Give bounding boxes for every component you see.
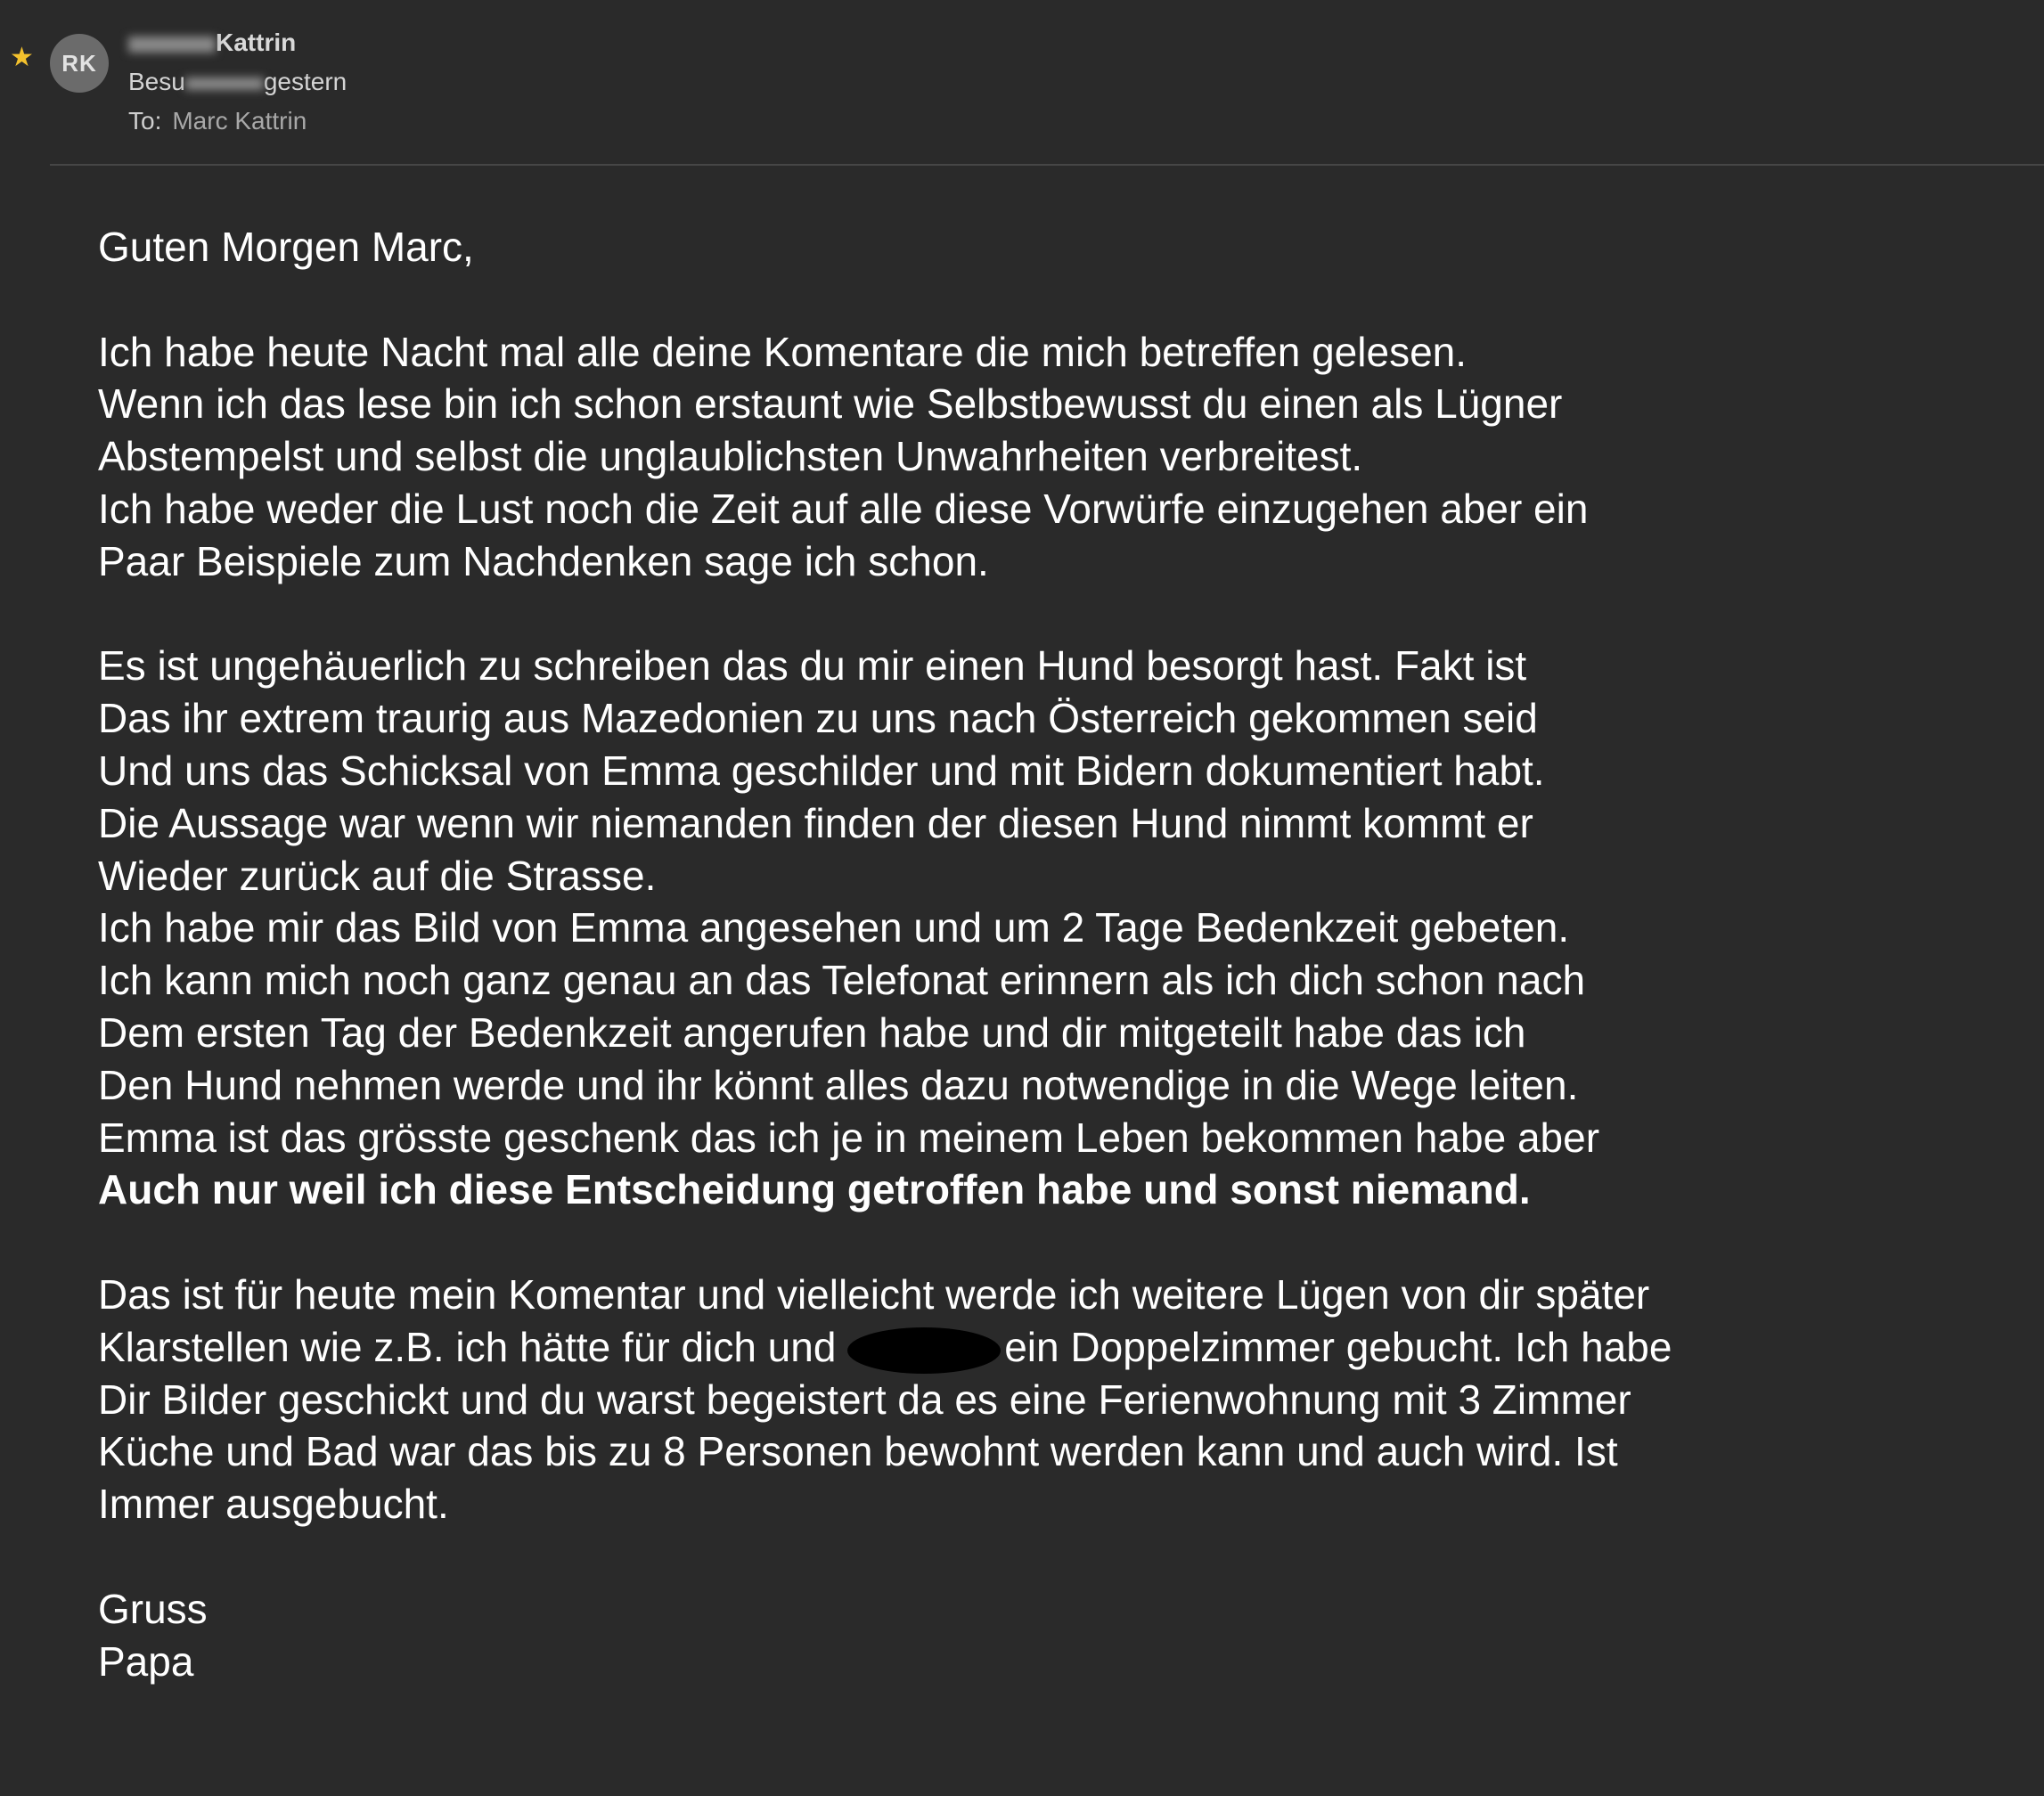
body-line: Ich habe mir das Bild von Emma angesehen und um 2 Tage Bedenkzeit gebeten.	[98, 904, 1570, 951]
body-line: Emma ist das grösste geschenk das ich je in meinem Leben bekommen habe aber	[98, 1114, 1600, 1161]
closing: Gruss	[98, 1585, 208, 1632]
email-header	[0, 0, 2044, 166]
header-divider	[50, 164, 2044, 166]
signature: Papa	[98, 1637, 194, 1685]
body-line: Dir Bilder geschickt und du warst begeistert da es eine Ferienwohnung mit 3 Zimmer	[98, 1376, 1631, 1423]
paragraph-gap	[98, 273, 1969, 326]
subject-prefix: Besu	[128, 68, 185, 95]
recipient-line	[128, 107, 307, 135]
redacted-subject-part	[185, 78, 264, 90]
sender-name[interactable]	[128, 29, 296, 57]
body-line: Ich habe weder die Lust noch die Zeit auf alle diese Vorwürfe einzugehen aber ein	[98, 485, 1589, 532]
redacted-name	[847, 1327, 1001, 1374]
paragraph-gap	[98, 1216, 1969, 1269]
recipient-name[interactable]: Marc Kattrin	[172, 107, 307, 135]
body-line: Und uns das Schicksal von Emma geschilder und mit Bidern dokumentiert habt.	[98, 747, 1545, 794]
body-line: Den Hund nehmen werde und ihr könnt alles dazu notwendige in die Wege leiten.	[98, 1061, 1579, 1108]
sender-name-text: Kattrin	[216, 29, 297, 56]
body-line: Das ihr extrem traurig aus Mazedonien zu uns nach Österreich gekommen seid	[98, 695, 1538, 742]
paragraph-gap	[98, 588, 1969, 641]
body-line: Wieder zurück auf die Strasse.	[98, 852, 657, 899]
avatar[interactable]: RK	[50, 34, 109, 93]
body-line: Die Aussage war wenn wir niemanden finden der diesen Hund nimmt kommt er	[98, 799, 1533, 846]
body-line: Paar Beispiele zum Nachdenken sage ich schon.	[98, 537, 989, 584]
body-line: Küche und Bad war das bis zu 8 Personen bewohnt werden kann und auch wird. Ist	[98, 1428, 1618, 1475]
body-line: Es ist ungehäuerlich zu schreiben das du mir einen Hund besorgt hast. Fakt ist	[98, 642, 1527, 690]
greeting: Guten Morgen Marc,	[98, 224, 474, 270]
email-subject	[128, 68, 347, 96]
body-line: Abstempelst und selbst die unglaublichsten Unwahrheiten verbreitest.	[98, 433, 1363, 480]
bold-statement: Auch nur weil ich diese Entscheidung getroffen habe und sonst niemand.	[98, 1166, 1531, 1213]
body-line: Wenn ich das lese bin ich schon erstaunt wie Selbstbewusst du einen als Lügner	[98, 380, 1563, 428]
body-line: Das ist für heute mein Komentar und vielleicht werde ich weitere Lügen von dir später	[98, 1270, 1650, 1318]
email-body	[98, 221, 1969, 1687]
line-text-before-redaction: Klarstellen wie z.B. ich hätte für dich und	[98, 1323, 837, 1370]
line-text-after-redaction: ein Doppelzimmer gebucht. Ich habe	[1004, 1323, 1672, 1370]
body-line: Ich habe heute Nacht mal alle deine Komentare die mich betreffen gelesen.	[98, 328, 1468, 375]
redacted-sender-part	[128, 37, 216, 53]
body-line: Ich kann mich noch ganz genau an das Telefonat erinnern als ich dich schon nach	[98, 957, 1586, 1004]
body-line: Immer ausgebucht.	[98, 1481, 449, 1528]
to-label: To:	[128, 107, 162, 135]
subject-suffix: gestern	[263, 68, 347, 95]
paragraph-gap	[98, 1531, 1969, 1583]
body-line-with-redaction	[98, 1321, 1969, 1374]
star-icon[interactable]: ★	[10, 43, 34, 72]
body-line: Dem ersten Tag der Bedenkzeit angerufen habe und dir mitgeteilt habe das ich	[98, 1008, 1526, 1056]
